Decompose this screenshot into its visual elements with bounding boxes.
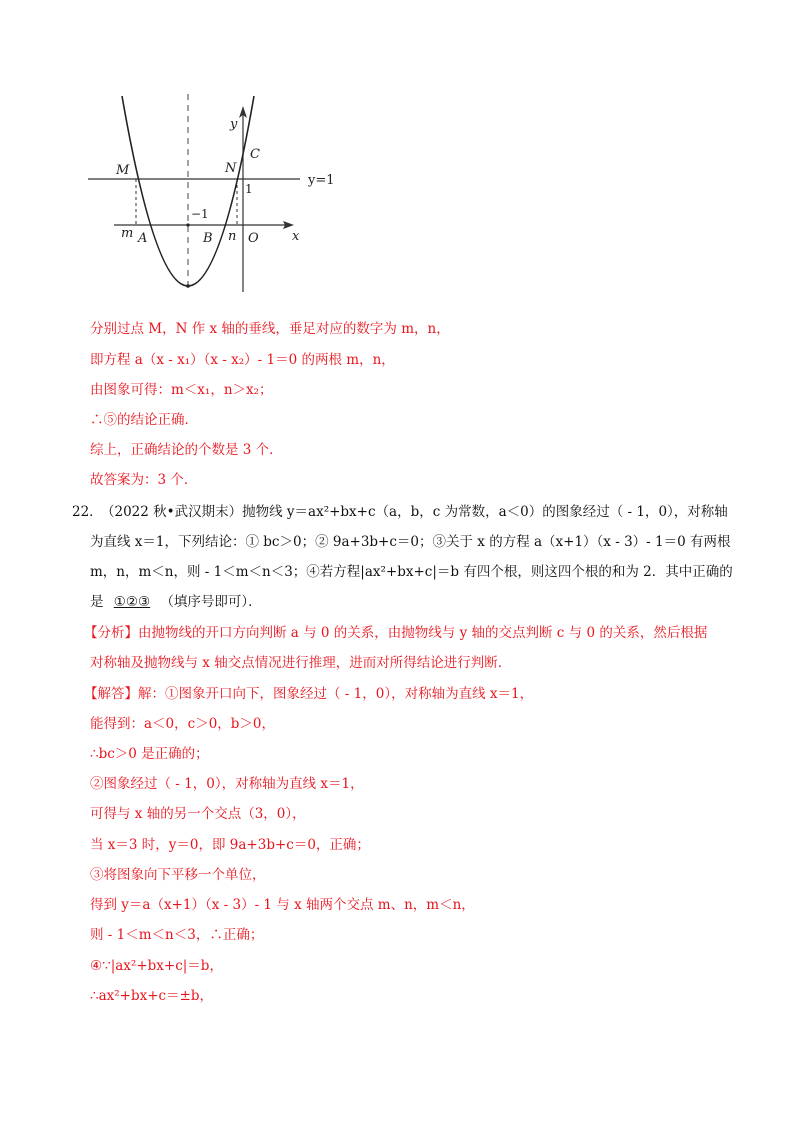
- point-m-label: M: [116, 163, 130, 178]
- b-label: B: [203, 231, 213, 246]
- solution-line-3: ∴bc＞0 是正确的；: [90, 746, 209, 762]
- question-line-4-prefix: 是: [90, 594, 104, 610]
- question-line-4-suffix: （填序号即可）．: [160, 594, 262, 610]
- analysis-line-2: 对称轴及抛物线与 x 轴交点情况进行推理，进而对所得结论进行判断．: [90, 655, 512, 671]
- solution-line-9: 则 - 1＜m＜n＜3，∴正确；: [90, 927, 264, 943]
- solution-line-10: ④∵|ax²+bx+c|＝b，: [90, 958, 223, 974]
- solution-line-7: ③将图象向下平移一个单位，: [90, 867, 266, 883]
- question-line-2: 为直线 x＝1，下列结论：① bc＞0；② 9a+3b+c＝0；③关于 x 的方程 a（x+1）（x - 3）- 1＝0 有两根: [90, 534, 731, 550]
- prev-solution-line-4: ∴⑤的结论正确．: [90, 412, 198, 428]
- a-label: A: [138, 231, 148, 246]
- origin-label: O: [248, 231, 259, 246]
- solution-line-11: ∴ax²+bx+c＝±b，: [90, 988, 214, 1004]
- prev-solution-line-2: 即方程 a（x - x₁）（x - x₂）- 1＝0 的两根 m，n，: [90, 352, 395, 368]
- y-axis-label: y: [230, 117, 238, 132]
- prev-solution-line-1: 分别过点 M，N 作 x 轴的垂线，垂足对应的数字为 m，n，: [90, 321, 450, 337]
- answer-blank: ①②③: [113, 594, 151, 610]
- solution-line-2: 能得到：a＜0，c＞0，b＞0，: [90, 716, 276, 732]
- solution-line-4: ②图象经过（ - 1，0），对称轴为直线 x＝1，: [90, 776, 364, 792]
- line-y1-label: y=1: [308, 173, 335, 188]
- question-number: 22．: [72, 504, 103, 520]
- point-c-label: C: [250, 147, 260, 162]
- question-line-3: m，n，m＜n，则 - 1＜m＜n＜3；④若方程|ax²+bx+c|＝b 有四个根，则这四个根的和为 2．其中正确的: [90, 564, 733, 580]
- x-axis-label: x: [292, 229, 300, 244]
- tick-neg-one-label: −1: [191, 207, 209, 221]
- prev-solution-line-5: 综上，正确结论的个数是 3 个．: [90, 442, 283, 458]
- question-line-4: [90, 591, 262, 613]
- question-line-1: （2022 秋•武汉期末）抛物线 y＝ax²+bx+c（a，b，c 为常数，a＜0）的图象经过（ - 1，0），对称轴: [101, 504, 728, 520]
- prev-solution-line-6: 故答案为：3 个．: [90, 472, 198, 488]
- m-lower-label: m: [121, 226, 134, 241]
- vertex-dot: [186, 284, 190, 288]
- solution-line-5: 可得与 x 轴的另一个交点（3，0），: [90, 806, 306, 822]
- point-n-label: N: [225, 161, 237, 176]
- analysis-line-1: 【分析】由抛物线的开口方向判断 a 与 0 的关系，由抛物线与 y 轴的交点判断 c 与 0 的关系，然后根据: [84, 625, 708, 641]
- point-neg-one-dot: [186, 223, 189, 226]
- prev-solution-line-3: 由图象可得：m＜x₁，n＞x₂；: [90, 382, 273, 398]
- parabola-figure: [88, 92, 338, 296]
- solution-line-8: 得到 y＝a（x+1）（x - 3）- 1 与 x 轴两个交点 m、n，m＜n，: [90, 897, 475, 913]
- solution-line-6: 当 x＝3 时，y＝0，即 9a+3b+c＝0，正确；: [90, 837, 370, 853]
- solution-line-1: 【解答】解：①图象开口向下，图象经过（ - 1，0），对称轴为直线 x＝1，: [84, 686, 534, 702]
- n-lower-label: n: [228, 229, 237, 244]
- tick-one-label: 1: [245, 182, 253, 196]
